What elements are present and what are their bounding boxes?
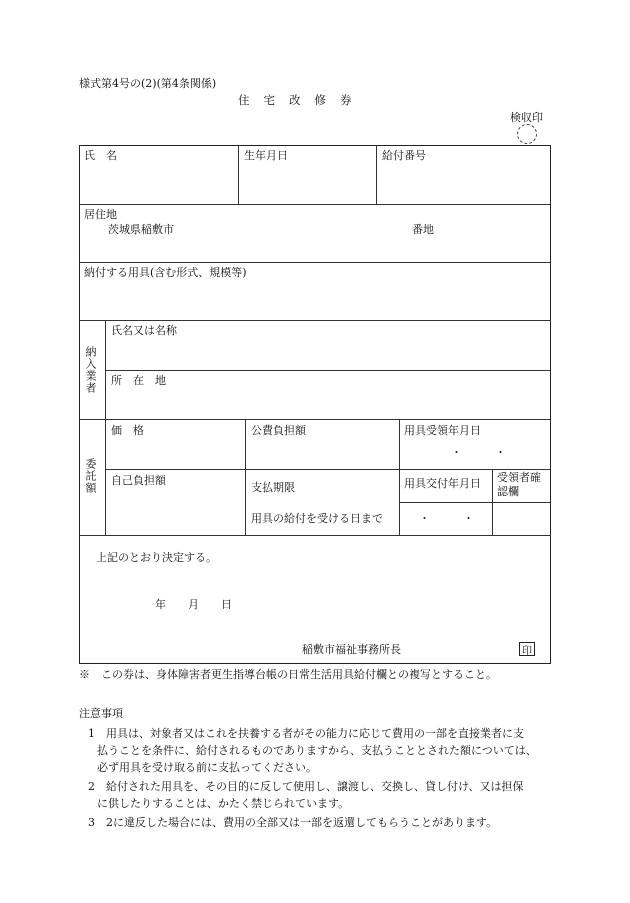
commission-section-label: 委託額 (84, 458, 97, 494)
row-divider (79, 535, 551, 536)
row-divider (79, 262, 551, 263)
supplier-address-label: 所 在 地 (111, 374, 166, 387)
row-divider (399, 502, 551, 503)
row-divider (105, 469, 551, 470)
note-1-line-3: 必ず用具を受け取る前に支払ってください。 (97, 761, 317, 774)
recipient-confirm-label-line2: 認欄 (497, 485, 519, 498)
note-1-line-1: 1 用具は、対象者又はこれを扶養する者がその能力に応じて費用の一部を直接業者に支 (88, 727, 524, 740)
decision-date-line: 年 月 日 (155, 598, 232, 611)
supplier-name-label: 氏名又は名称 (111, 324, 177, 337)
row-divider (79, 204, 551, 205)
form-number: 様式第4号の(2)(第4条関係) (79, 77, 217, 90)
self-burden-label: 自己負担額 (111, 474, 166, 487)
column-divider (105, 320, 106, 535)
column-divider (238, 145, 239, 204)
receipt-date-dots: ・ ・ (451, 446, 506, 459)
note-2-line-2: に供したりすることは、かたく禁じられています。 (97, 797, 350, 810)
row-divider (79, 320, 551, 321)
decision-text: 上記のとおり決定する。 (96, 551, 217, 564)
until-supply-label: 用具の給付を受ける日まで (251, 512, 383, 525)
note-1-line-2: 払うことを条件に、給付されるものでありますから、支払うこととされた額については、 (97, 744, 537, 757)
birth-date-label: 生年月日 (244, 149, 288, 162)
residence-label: 居住地 (84, 208, 117, 221)
inspection-seal-circle (517, 124, 537, 144)
delivery-date-label: 用具交付年月日 (404, 477, 481, 490)
row-divider (79, 419, 551, 420)
supplied-item-label: 納付する用具(含む形式、規模等) (84, 266, 247, 279)
supplier-section-label: 納入業者 (84, 346, 97, 394)
column-divider (245, 419, 246, 535)
column-divider (376, 145, 377, 204)
row-divider (105, 370, 551, 371)
notes-heading: 注意事項 (79, 707, 123, 720)
residence-suffix: 番地 (412, 223, 434, 236)
recipient-confirm-label-line1: 受領者確 (497, 471, 541, 484)
note-2-line-1: 2 給付された用具を、その目的に反して使用し、譲渡し、交換し、貸し付け、又は担保 (88, 780, 524, 793)
column-divider (399, 419, 400, 535)
issuer-name: 稲敷市福祉事務所長 (302, 643, 401, 656)
benefit-number-label: 給付番号 (382, 149, 426, 162)
name-label: 氏 名 (84, 149, 117, 162)
issuer-seal: 印 (519, 642, 535, 656)
residence-city: 茨城県稲敷市 (108, 223, 174, 236)
column-divider (492, 469, 493, 535)
receipt-date-label: 用具受領年月日 (404, 424, 481, 437)
note-3-line-1: 3 2に違反した場合には、費用の全部又は一部を返還してもらうことがあります。 (88, 816, 498, 829)
delivery-date-dots: ・ ・ (419, 512, 474, 525)
payment-deadline-label: 支払期限 (251, 481, 295, 494)
page-title: 住宅改修券 (238, 93, 366, 107)
footnote: ※ この券は、身体障害者更生指導台帳の日常生活用具給付欄との複写とすること。 (79, 668, 497, 681)
inspection-seal-label: 検収印 (510, 111, 543, 124)
price-label: 価 格 (111, 424, 144, 437)
public-burden-label: 公費負担額 (251, 424, 306, 437)
